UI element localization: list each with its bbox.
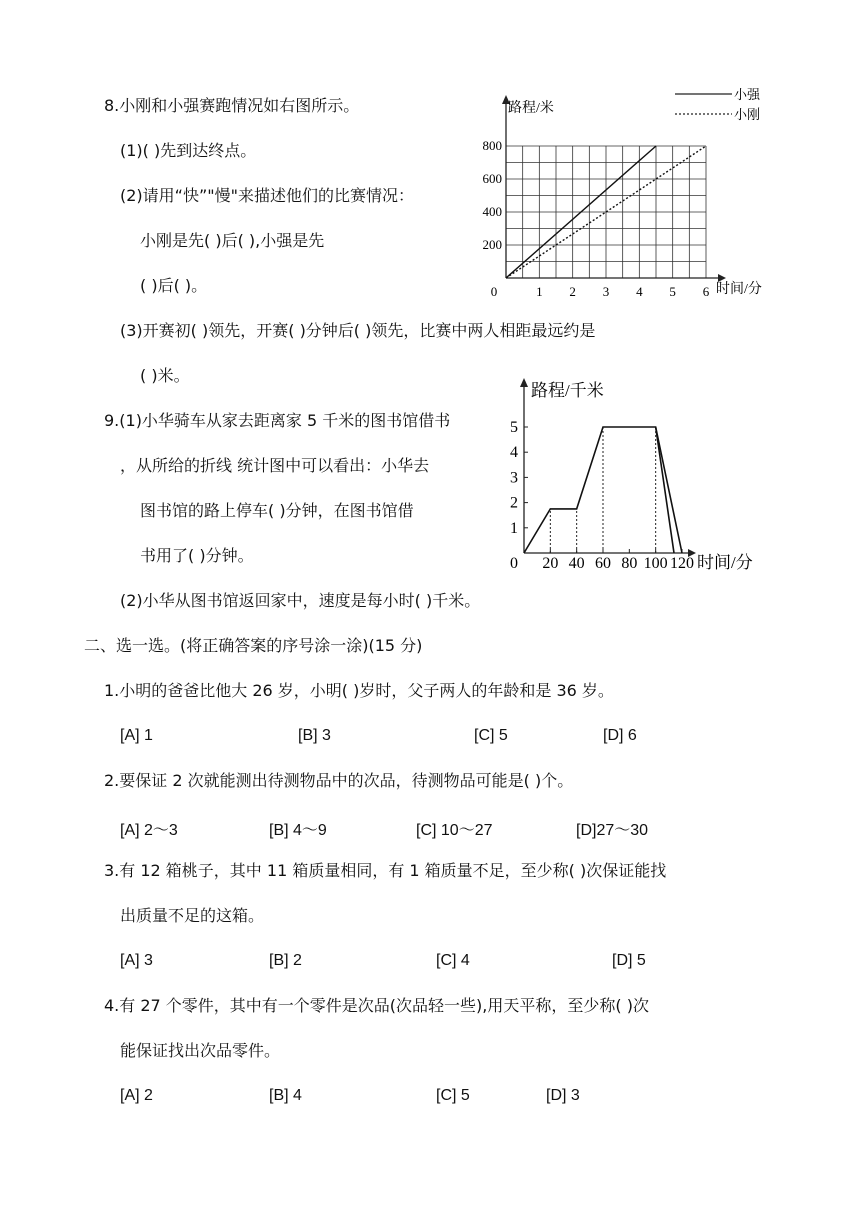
- y-tick-label: 2: [510, 494, 518, 512]
- choice-1-stem: 1.小明的爸爸比他大 26 岁，小明( )岁时，父子两人的年龄和是 36 岁。: [104, 681, 614, 700]
- choice-4-option-c[interactable]: [C] 5: [436, 1087, 470, 1104]
- x-tick-label: 60: [595, 555, 611, 572]
- q8-part3: (3)开赛初( )领先，开赛( )分钟后( )领先，比赛中两人相距最远约是: [120, 321, 596, 340]
- trip-chart-y-arrow: [520, 378, 528, 387]
- choice-1-option-a[interactable]: [A] 1: [120, 727, 153, 744]
- q8-part2-line3: ( )后( )。: [140, 276, 208, 295]
- choice-2-stem: 2.要保证 2 次就能测出待测物品中的次品，待测物品可能是( )个。: [104, 771, 574, 790]
- race-chart: [470, 80, 770, 305]
- legend-label-xiaoqiang: 小强: [734, 87, 761, 102]
- x-tick-label: 3: [602, 284, 610, 299]
- q9-stem-line3: 图书馆的路上停车( )分钟，在图书馆借: [140, 501, 414, 520]
- race-chart-x-arrow: [718, 274, 726, 282]
- x-tick-label: 1: [536, 284, 543, 299]
- choice-4-stem: 4.有 27 个零件，其中有一个零件是次品(次品轻一些),用天平称，至少称( )次: [104, 996, 649, 1015]
- choice-3-option-c[interactable]: [C] 4: [436, 952, 470, 969]
- choice-2-option-b[interactable]: [B] 4～9: [269, 822, 327, 839]
- choice-2-option-d[interactable]: [D]27～30: [576, 822, 649, 839]
- x-tick-label: 0: [490, 284, 498, 299]
- trip-chart: [500, 375, 770, 585]
- trip-series-line-return-inner: [656, 427, 674, 553]
- q9-stem-line4: 书用了( )分钟。: [140, 546, 254, 565]
- choice-3-option-d[interactable]: [D] 5: [612, 952, 646, 969]
- y-tick-label: 800: [482, 138, 502, 153]
- choice-3-stem-line2: 出质量不足的这箱。: [120, 906, 265, 925]
- y-tick-label: 4: [510, 444, 518, 462]
- choice-2-option-a[interactable]: [A] 2～3: [120, 822, 178, 839]
- choice-1-option-b[interactable]: [B] 3: [298, 727, 331, 744]
- q8-part1: (1)( )先到达终点。: [120, 141, 257, 160]
- q8-part3-line2: ( )米。: [140, 366, 190, 385]
- q9-stem-line1: 9.(1)小华骑车从家去距离家 5 千米的图书馆借书: [104, 411, 451, 430]
- y-tick-label: 5: [510, 419, 518, 436]
- choice-4-stem-line2: 能保证找出次品零件。: [120, 1041, 281, 1060]
- choice-4-option-b[interactable]: [B] 4: [269, 1087, 302, 1104]
- x-tick-label: 20: [542, 555, 559, 572]
- y-tick-label: 400: [482, 204, 502, 219]
- section-2-title: 二、选一选。(将正确答案的序号涂一涂)(15 分): [84, 636, 423, 655]
- q9-part2: (2)小华从图书馆返回家中，速度是每小时( )千米。: [120, 591, 481, 610]
- y-tick-label: 1: [510, 519, 518, 537]
- choice-4-option-a[interactable]: [A] 2: [120, 1087, 153, 1104]
- y-tick-label: 200: [482, 237, 502, 252]
- choice-3-stem: 3.有 12 箱桃子，其中 11 箱质量相同，有 1 箱质量不足，至少称( )次保证能找: [104, 861, 667, 880]
- y-tick-label: 3: [510, 469, 518, 487]
- q8-part2-line2: 小刚是先( )后( ),小强是先: [140, 231, 325, 250]
- y-tick-label: 600: [482, 171, 502, 186]
- legend-label-xiaogang: 小刚: [734, 107, 761, 122]
- choice-4-option-d[interactable]: [D] 3: [546, 1087, 580, 1104]
- race-chart-ylabel: 路程/米: [508, 101, 554, 116]
- x-tick-label: 0: [510, 555, 518, 572]
- q8-part2: (2)请用“快”"慢"来描述他们的比赛情况：: [120, 186, 414, 205]
- x-tick-label: 2: [569, 284, 576, 299]
- choice-3-option-a[interactable]: [A] 3: [120, 952, 153, 969]
- x-tick-label: 100: [643, 555, 668, 572]
- q9-stem-line2: ，从所给的折线 统计图中可以看出：小华去: [120, 456, 430, 475]
- trip-chart-ylabel: 路程/千米: [531, 381, 604, 400]
- x-tick-label: 80: [621, 555, 638, 572]
- choice-3-option-b[interactable]: [B] 2: [269, 952, 302, 969]
- q8-stem: 8.小刚和小强赛跑情况如右图所示。: [104, 96, 360, 115]
- choice-2-option-c[interactable]: [C] 10～27: [416, 822, 493, 839]
- x-tick-label: 4: [636, 284, 643, 299]
- race-chart-xlabel: 时间/分: [716, 282, 762, 297]
- x-tick-label: 40: [568, 555, 585, 572]
- x-tick-label: 5: [669, 284, 676, 299]
- race-chart-grid: [506, 146, 706, 278]
- trip-chart-xlabel: 时间/分: [697, 553, 753, 572]
- choice-1-option-c[interactable]: [C] 5: [474, 727, 508, 744]
- x-tick-label: 6: [702, 284, 710, 299]
- choice-1-option-d[interactable]: [D] 6: [603, 727, 637, 744]
- x-tick-label: 120: [670, 555, 694, 572]
